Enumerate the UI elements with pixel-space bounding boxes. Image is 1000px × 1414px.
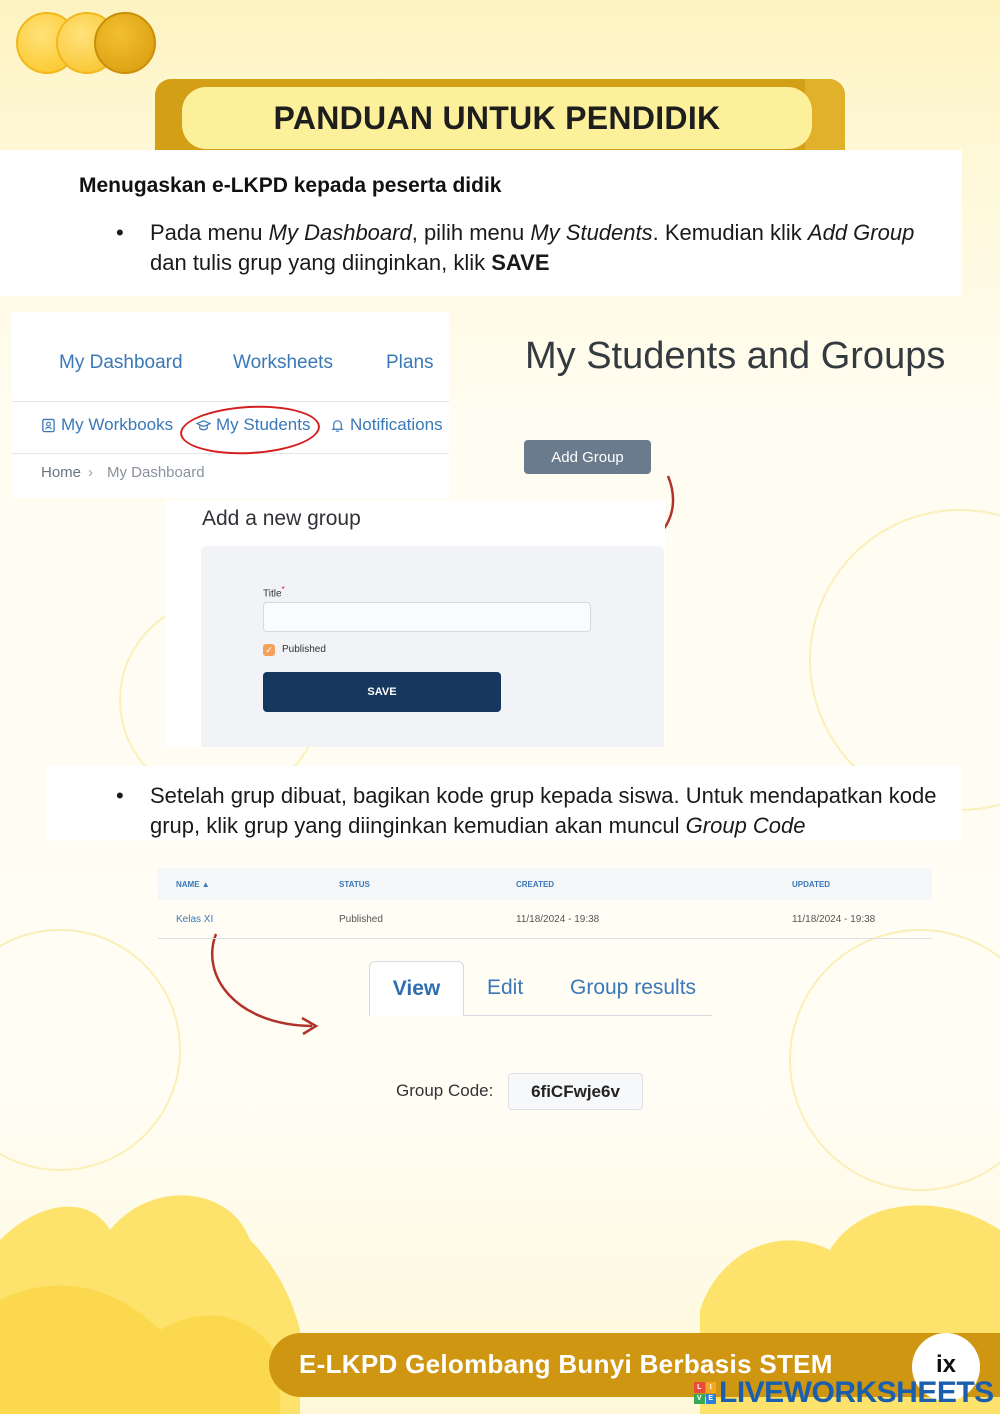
nav-link-my-dashboard[interactable]: My Dashboard <box>59 352 183 373</box>
save-button[interactable]: SAVE <box>263 672 501 712</box>
students-heading: My Students and Groups <box>525 335 946 377</box>
instruction-emphasis: My Students <box>530 220 653 245</box>
tab-group-results[interactable]: Group results <box>570 976 697 999</box>
instruction-emphasis: My Dashboard <box>268 220 412 245</box>
subnav-label: Notifications <box>350 415 443 434</box>
title-input[interactable] <box>263 602 591 632</box>
subnav-label: My Workbooks <box>61 415 174 434</box>
subnav-label: My Students <box>216 415 311 434</box>
header-banner <box>182 87 812 149</box>
published-label: Published <box>282 644 326 655</box>
nav-link-plans[interactable]: Plans <box>386 352 434 373</box>
column-header-status[interactable]: STATUS <box>339 880 370 889</box>
footer-title: E-LKPD Gelombang Bunyi Berbasis STEM <box>299 1349 833 1379</box>
title-label <box>263 584 285 599</box>
logo-letter: E <box>706 1394 717 1405</box>
published-checkbox[interactable]: ✓ <box>263 644 275 656</box>
page-title: PANDUAN UNTUK PENDIDIK <box>273 99 721 136</box>
add-group-button[interactable]: Add Group <box>524 440 651 474</box>
column-header-name[interactable] <box>176 880 210 889</box>
column-header-created[interactable]: CREATED <box>516 880 555 889</box>
group-name-link[interactable]: Kelas XI <box>176 914 214 925</box>
breadcrumb-home[interactable]: Home <box>41 464 82 481</box>
breadcrumb-separator-icon: › <box>88 464 93 481</box>
instruction-bullet <box>116 781 940 841</box>
table-cell-created: 11/18/2024 - 19:38 <box>516 914 600 925</box>
liveworksheets-wordmark: LIVEWORKSHEETS <box>719 1376 994 1409</box>
instruction-text: . Kemudian klik <box>652 220 808 245</box>
liveworksheets-brand <box>694 1376 994 1410</box>
group-code-label: Group Code: <box>396 1081 494 1100</box>
groups-table <box>158 868 932 940</box>
logo-letter: V <box>694 1394 705 1405</box>
instruction-text: , pilih menu <box>411 220 531 245</box>
instruction-text: dan tulis grup yang diinginkan, klik <box>150 250 492 275</box>
group-code-value[interactable]: 6fiCFwje6v <box>508 1073 643 1110</box>
logo-letter: I <box>706 1382 717 1393</box>
liveworksheets-logo-icon <box>694 1382 716 1404</box>
sort-ascending-icon: ▲ <box>201 880 210 889</box>
logo-letter: L <box>694 1382 705 1393</box>
divider <box>158 938 932 939</box>
form-heading: Add a new group <box>202 507 361 530</box>
instruction-emphasis: Group Code <box>685 813 806 838</box>
table-cell-status: Published <box>339 914 383 925</box>
title-label-text: Title <box>263 588 282 600</box>
bullet-dot: • <box>116 783 124 808</box>
tab-view[interactable]: View <box>369 961 464 1016</box>
column-header-updated[interactable]: UPDATED <box>792 880 831 889</box>
instruction-strong: SAVE <box>491 250 550 275</box>
page-number: ix <box>912 1333 980 1401</box>
instruction-text: Pada menu <box>150 220 269 245</box>
table-cell-updated: 11/18/2024 - 19:38 <box>792 914 876 925</box>
breadcrumb-current: My Dashboard <box>107 464 205 481</box>
required-marker: * <box>281 584 285 594</box>
bullet-dot: • <box>116 220 124 245</box>
nav-link-worksheets[interactable]: Worksheets <box>233 352 333 373</box>
section-title: Menugaskan e-LKPD kepada peserta didik <box>79 174 502 197</box>
instruction-emphasis: Add Group <box>807 220 915 245</box>
tab-edit[interactable]: Edit <box>487 976 524 999</box>
instruction-text: Setelah grup dibuat, bagikan kode grup kepada siswa. Untuk mendapatkan kode grup, klik grup yang diinginkan kemudian akan muncul <box>150 783 937 838</box>
column-header-label: NAME <box>176 880 200 889</box>
